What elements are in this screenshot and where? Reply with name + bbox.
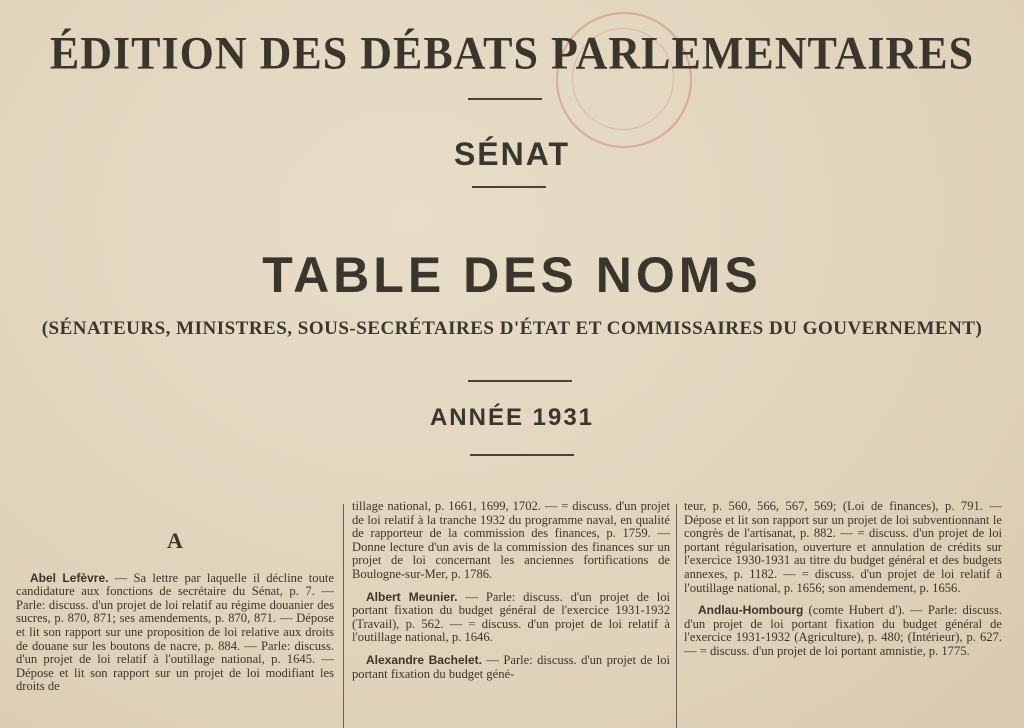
table-title: TABLE DES NOMS <box>262 247 762 303</box>
column-1 <box>16 500 334 703</box>
divider-rule <box>470 454 574 456</box>
entry <box>16 572 334 694</box>
chamber-title: SÉNAT <box>453 136 571 172</box>
entry-name: Alexandre Bachelet. <box>366 652 482 667</box>
entry-text: teur, p. 560, 566, 567, 569; (Loi de finances), p. 791. — Dépose et lit son rapport sur un projet de loi subventionnant le congrès de l'artisanat, p. 882. — = discuss. d'un projet de loi portant régularisation, ouverture et annulation de crédits sur l'exercice 1930-1931 au titre du budget général et des budgets annexes, p. 1182. — = discuss. d'un projet de loi relatif à l'outillage national, p. 1656; son amendement, p. 1656. <box>684 499 1002 595</box>
column-3 <box>684 500 1002 668</box>
year-title: ANNÉE 1931 <box>429 404 595 431</box>
entry-text: (comte Hubert d'). — Parle: discuss. d'un projet de loi portant fixation du budget général de l'exercice 1931-1932 (Agriculture), p. 480; (Intérieur), p. 627. — = discuss. d'un projet de loi portant amnistie, p. 1775. <box>684 603 1002 658</box>
divider-rule <box>468 98 542 100</box>
entry <box>352 654 670 681</box>
section-letter: A <box>167 528 183 553</box>
entry <box>352 500 670 582</box>
entry-text: — Parle: discuss. d'un projet de loi portant fixation du budget général de l'exercice 1931-1932 (Travail), p. 562. — = discuss. d'un projet de loi relatif à l'outillage national, p. 1646. <box>352 589 671 645</box>
entry-name: Andlau-Hombourg <box>698 603 804 618</box>
entry-text: — Sa lettre par laquelle il décline toute candidature aux fonctions de secrétaire du Sénat, p. 7. — Parle: discuss. d'un projet de loi relatif au régime douanier des sucres, p. 870, 871; ses amendements, p. 870, 871. — Dépose et lit son rapport sur une proposition de loi relative aux droits de douane sur les boutons de nacre, p. 884. — Parle: discuss. d'un projet de loi relatif à l'outillage national, p. 1645. — Dépose et lit son rapport sur un projet de loi modifiant les droits de <box>16 570 334 694</box>
column-divider <box>343 504 344 728</box>
column-divider <box>676 504 677 728</box>
entry-name: Abel Lefèvre. <box>30 570 109 585</box>
divider-rule <box>468 380 572 382</box>
entry <box>684 500 1002 595</box>
entry-name: Albert Meunier. <box>366 589 458 604</box>
column-2 <box>352 500 670 690</box>
divider-rule <box>472 186 546 188</box>
entry-text: tillage national, p. 1661, 1699, 1702. — = discuss. d'un projet de loi relatif à la tranche 1932 du programme naval, en qualité de rapporteur de la commission des finances, p. 1759. — Donne lecture d'un avis de la commission des finances sur un projet de loi concernant les anciennes fortifications de Boulogne-sur-Mer, p. 1786. <box>352 499 670 581</box>
edition-title: ÉDITION DES DÉBATS PARLEMENTAIRES <box>49 27 975 80</box>
table-subtitle: (SÉNATEURS, MINISTRES, SOUS-SECRÉTAIRES D'ÉTAT ET COMMISSAIRES DU GOUVERNEMENT) <box>41 318 983 339</box>
entry <box>684 604 1002 658</box>
entry <box>352 591 670 645</box>
entry-text: — Parle: discuss. d'un projet de loi portant fixation du budget géné- <box>352 652 670 681</box>
